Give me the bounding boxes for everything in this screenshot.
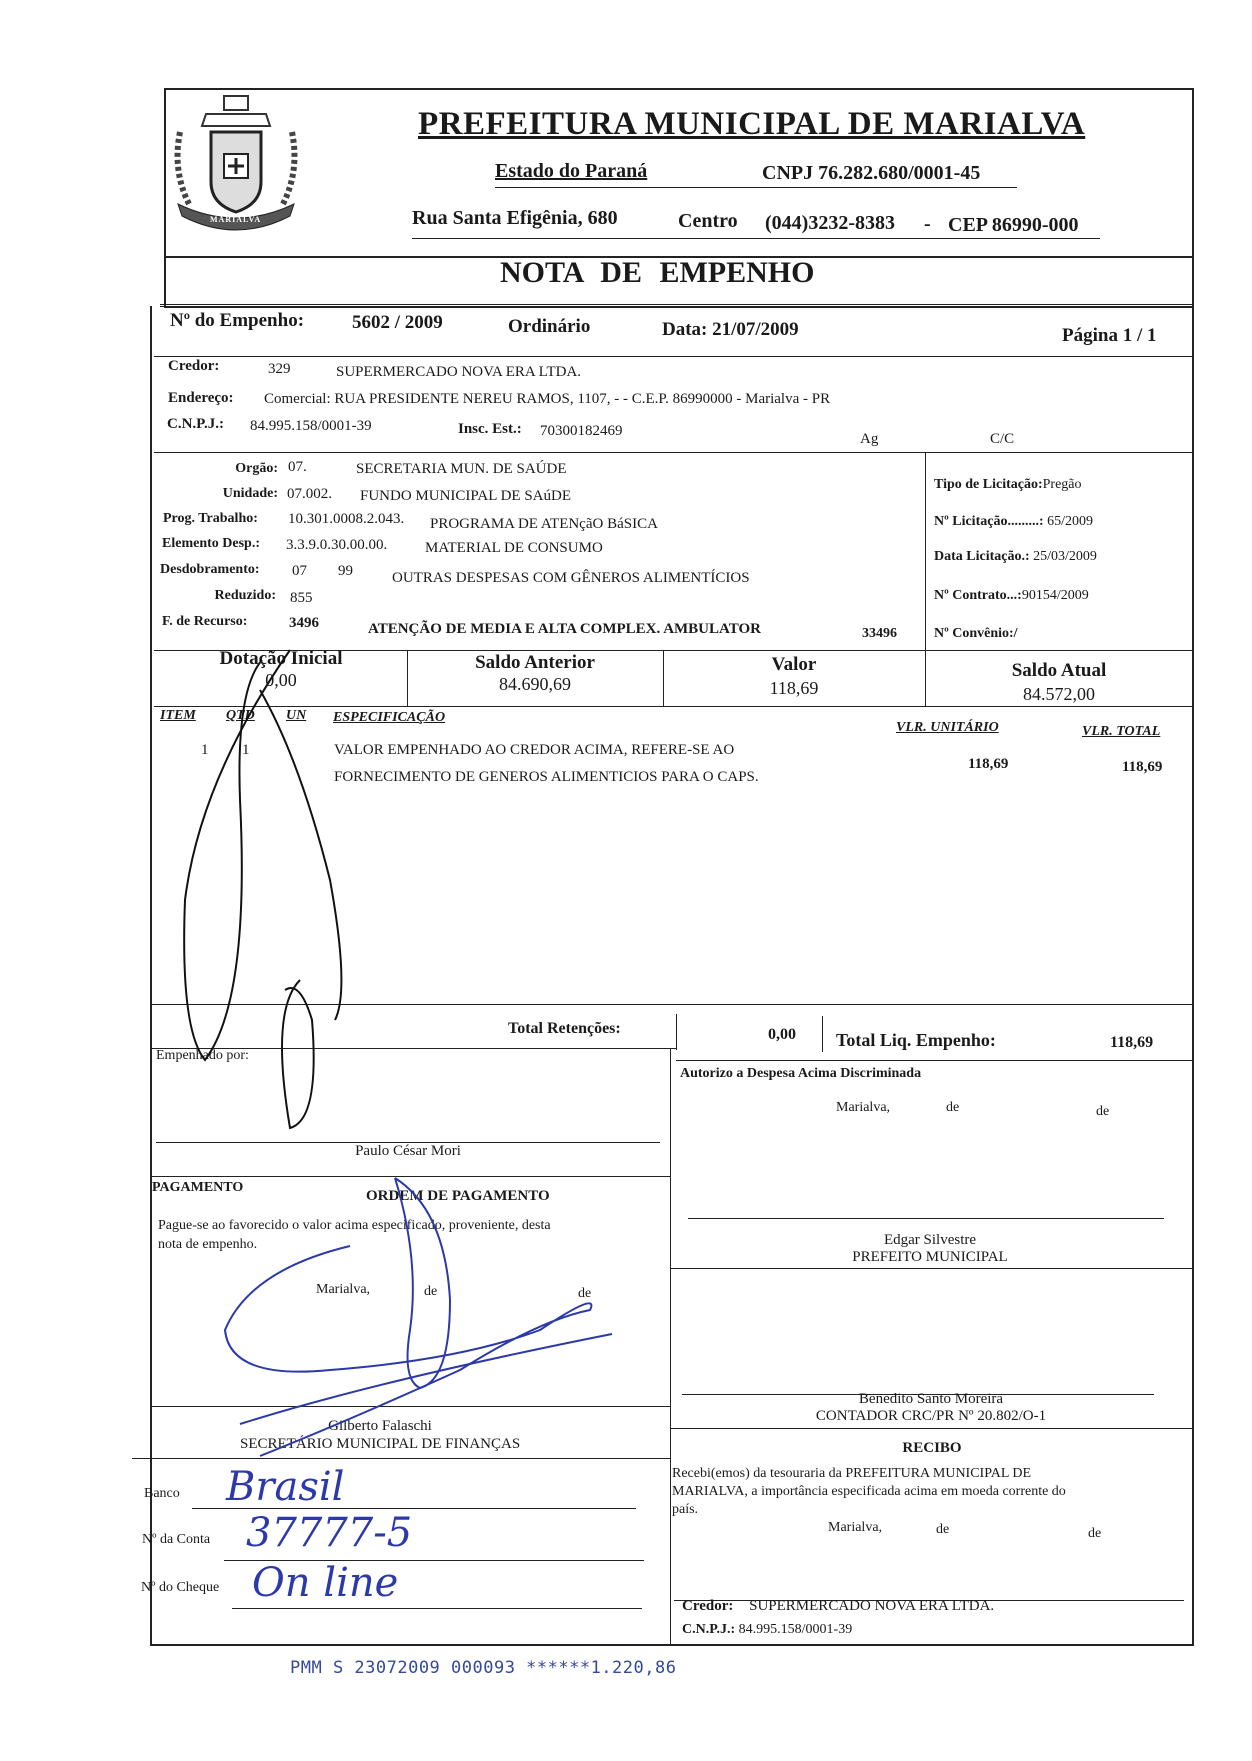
total-liquido-value: 118,69 <box>1110 1034 1154 1051</box>
cheque-label: Nº do Cheque <box>141 1580 220 1595</box>
page-number: Página 1 / 1 <box>1062 325 1157 346</box>
conta-value: 37777-5 <box>246 1510 413 1556</box>
recurso-number: 33496 <box>862 626 897 641</box>
autorizo-de2: de <box>1096 1104 1110 1119</box>
recibo-text-3: país. <box>672 1502 699 1517</box>
recibo-label: RECIBO <box>902 1440 962 1456</box>
contador-name: Benedito Santo Moreira <box>858 1391 1004 1407</box>
numero-contrato-label: Nº Contrato...: <box>934 588 1022 603</box>
unidade-value: FUNDO MUNICIPAL DE SAúDE <box>360 488 571 504</box>
credor-code: 329 <box>268 361 291 377</box>
header-sep: - <box>924 213 931 235</box>
valor-label: Valor <box>771 654 817 675</box>
insc-value: 70300182469 <box>540 423 623 439</box>
machine-stamp: PMM S 23072009 000093 ******1.220,86 <box>290 1658 677 1678</box>
saldo-atual-value: 84.572,00 <box>1023 684 1095 704</box>
header-address: Rua Santa Efigênia, 680 <box>412 207 618 229</box>
cnpj-value: 84.995.158/0001-39 <box>250 418 372 434</box>
row-qtd: 1 <box>242 742 250 758</box>
ordem-pagamento-label: ORDEM DE PAGAMENTO <box>366 1188 550 1204</box>
col-un: UN <box>286 708 307 723</box>
pagamento-text-1: Pague-se ao favorecido o valor acima especificado, proveniente, desta <box>158 1218 551 1233</box>
secretario-role: SECRETÁRIO MUNICIPAL DE FINANÇAS <box>240 1436 521 1452</box>
total-retencoes-value: 0,00 <box>768 1026 796 1043</box>
recurso-value: ATENÇÃO DE MEDIA E ALTA COMPLEX. AMBULATOR <box>368 621 761 637</box>
total-retencoes-label: Total Retenções: <box>508 1020 621 1037</box>
numero-contrato-value: 90154/2009 <box>1021 588 1089 603</box>
header-state: Estado do Paraná <box>495 160 648 182</box>
empenhado-por-name: Paulo César Mori <box>355 1143 461 1159</box>
seal-text: MARIALVA <box>210 215 262 224</box>
credor-label: Credor: <box>168 358 220 374</box>
banco-label: Banco <box>144 1486 180 1501</box>
header-phone: (044)3232-8383 <box>765 212 895 234</box>
pagamento-label: PAGAMENTO <box>152 1180 244 1195</box>
header-district: Centro <box>678 210 738 232</box>
banco-value: Brasil <box>226 1464 345 1510</box>
saldo-anterior-label: Saldo Anterior <box>475 652 595 673</box>
row-valor-total: 118,69 <box>1122 759 1163 775</box>
empenho-number-label: Nº do Empenho: <box>170 310 305 331</box>
orgao-code: 07. <box>288 459 307 475</box>
total-liquido-label: Total Liq. Empenho: <box>836 1030 996 1050</box>
empenho-type: Ordinário <box>508 316 591 337</box>
elemento-desp-value: MATERIAL DE CONSUMO <box>425 540 603 556</box>
saldo-atual-label: Saldo Atual <box>1011 660 1107 681</box>
data-licitacao-value: 25/03/2009 <box>1033 549 1097 564</box>
recibo-credor-label: Credor: <box>682 1598 734 1614</box>
pagamento-de1: de <box>424 1284 438 1299</box>
reduzido-label: Reduzido: <box>214 588 276 603</box>
recibo-credor-value: SUPERMERCADO NOVA ERA LTDA. <box>749 1598 995 1614</box>
col-valor-total: VLR. TOTAL <box>1082 724 1161 739</box>
col-qtd: QTD <box>226 708 255 723</box>
orgao-value: SECRETARIA MUN. DE SAÚDE <box>356 461 567 477</box>
elemento-desp-label: Elemento Desp.: <box>162 536 260 551</box>
empenho-date: Data: 21/07/2009 <box>662 319 799 340</box>
recurso-code: 3496 <box>289 615 319 631</box>
numero-licitacao-value: 65/2009 <box>1047 514 1093 529</box>
recibo-de2: de <box>1088 1526 1102 1541</box>
header-cep: CEP 86990-000 <box>948 214 1079 236</box>
dotacao-inicial-value: 0,00 <box>265 670 297 690</box>
prog-trabalho-label: Prog. Trabalho: <box>163 511 258 526</box>
prefeito-name: Edgar Silvestre <box>883 1232 977 1248</box>
pagamento-text-2: nota de empenho. <box>158 1237 258 1252</box>
numero-licitacao-label: Nº Licitação.........: <box>934 514 1044 529</box>
autorizo-de1: de <box>946 1100 960 1115</box>
recurso-label: F. de Recurso: <box>162 614 248 629</box>
desdobramento-value: OUTRAS DESPESAS COM GÊNEROS ALIMENTÍCIOS <box>392 570 750 586</box>
recibo-text-1: Recebi(emos) da tesouraria da PREFEITURA MUNICIPAL DE <box>672 1466 1032 1481</box>
pagamento-de2: de <box>578 1286 592 1301</box>
cnpj-label: C.N.P.J.: <box>167 416 224 432</box>
secretario-name: Gilberto Falaschi <box>328 1418 432 1434</box>
tipo-licitacao-label: Tipo de Licitação: <box>934 477 1043 492</box>
col-item: ITEM <box>160 708 196 723</box>
data-licitacao-label: Data Licitação.: <box>934 549 1030 564</box>
recibo-text-2: MARIALVA, a importância especificada acima em moeda corrente do <box>672 1484 1066 1499</box>
tipo-licitacao-value: Pregão <box>1042 477 1082 492</box>
desdobramento-b: 99 <box>338 563 353 579</box>
row-item: 1 <box>201 742 209 758</box>
credor-name: SUPERMERCADO NOVA ERA LTDA. <box>336 364 582 380</box>
account-label: C/C <box>990 431 1015 447</box>
recibo-cnpj-value: 84.995.158/0001-39 <box>738 1622 853 1637</box>
row-spec-line1: VALOR EMPENHADO AO CREDOR ACIMA, REFERE-SE AO <box>334 742 735 758</box>
row-valor-unitario: 118,69 <box>968 756 1009 772</box>
prog-trabalho-value: PROGRAMA DE ATENçãO BáSICA <box>430 516 658 532</box>
col-especificacao: ESPECIFICAÇÃO <box>333 710 446 725</box>
endereco-value: Comercial: RUA PRESIDENTE NEREU RAMOS, 1107, - - C.E.P. 86990000 - Marialva - PR <box>264 391 831 407</box>
desdobramento-label: Desdobramento: <box>160 562 260 577</box>
recibo-de1: de <box>936 1522 950 1537</box>
header-cnpj: CNPJ 76.282.680/0001-45 <box>762 162 981 184</box>
row-spec-line2: FORNECIMENTO DE GENEROS ALIMENTICIOS PARA O CAPS. <box>334 769 759 785</box>
document-title: NOTA DE EMPENHO <box>500 256 815 289</box>
elemento-desp-code: 3.3.9.0.30.00.00. <box>286 537 388 553</box>
cheque-value: On line <box>252 1560 399 1606</box>
unidade-code: 07.002. <box>287 486 332 502</box>
page-title: PREFEITURA MUNICIPAL DE MARIALVA <box>418 106 1086 142</box>
col-valor-unitario: VLR. UNITÁRIO <box>896 720 999 735</box>
prog-trabalho-code: 10.301.0008.2.043. <box>288 511 405 527</box>
pagamento-place: Marialva, <box>316 1282 371 1297</box>
desdobramento-a: 07 <box>292 563 307 579</box>
reduzido-value: 855 <box>290 590 313 606</box>
recibo-place: Marialva, <box>828 1520 883 1535</box>
recibo-cnpj-label: C.N.P.J.: <box>682 1622 736 1637</box>
contador-role: CONTADOR CRC/PR Nº 20.802/O-1 <box>815 1408 1047 1424</box>
conta-label: Nº da Conta <box>142 1532 211 1547</box>
saldo-anterior-value: 84.690,69 <box>499 674 571 694</box>
dotacao-inicial-label: Dotação Inicial <box>219 648 343 669</box>
numero-convenio: Nº Convênio:/ <box>934 626 1018 641</box>
empenhado-por-label: Empenhado por: <box>156 1048 249 1063</box>
unidade-label: Unidade: <box>222 486 278 501</box>
orgao-label: Orgão: <box>235 461 278 476</box>
insc-label: Insc. Est.: <box>458 421 522 437</box>
empenho-number: 5602 / 2009 <box>352 312 443 333</box>
autorizo-label: Autorizo a Despesa Acima Discriminada <box>680 1066 922 1081</box>
prefeito-role: PREFEITO MUNICIPAL <box>852 1249 1008 1265</box>
valor-value: 118,69 <box>769 678 819 698</box>
agency-label: Ag <box>860 431 879 447</box>
endereco-label: Endereço: <box>168 390 234 406</box>
autorizo-place: Marialva, <box>836 1100 891 1115</box>
